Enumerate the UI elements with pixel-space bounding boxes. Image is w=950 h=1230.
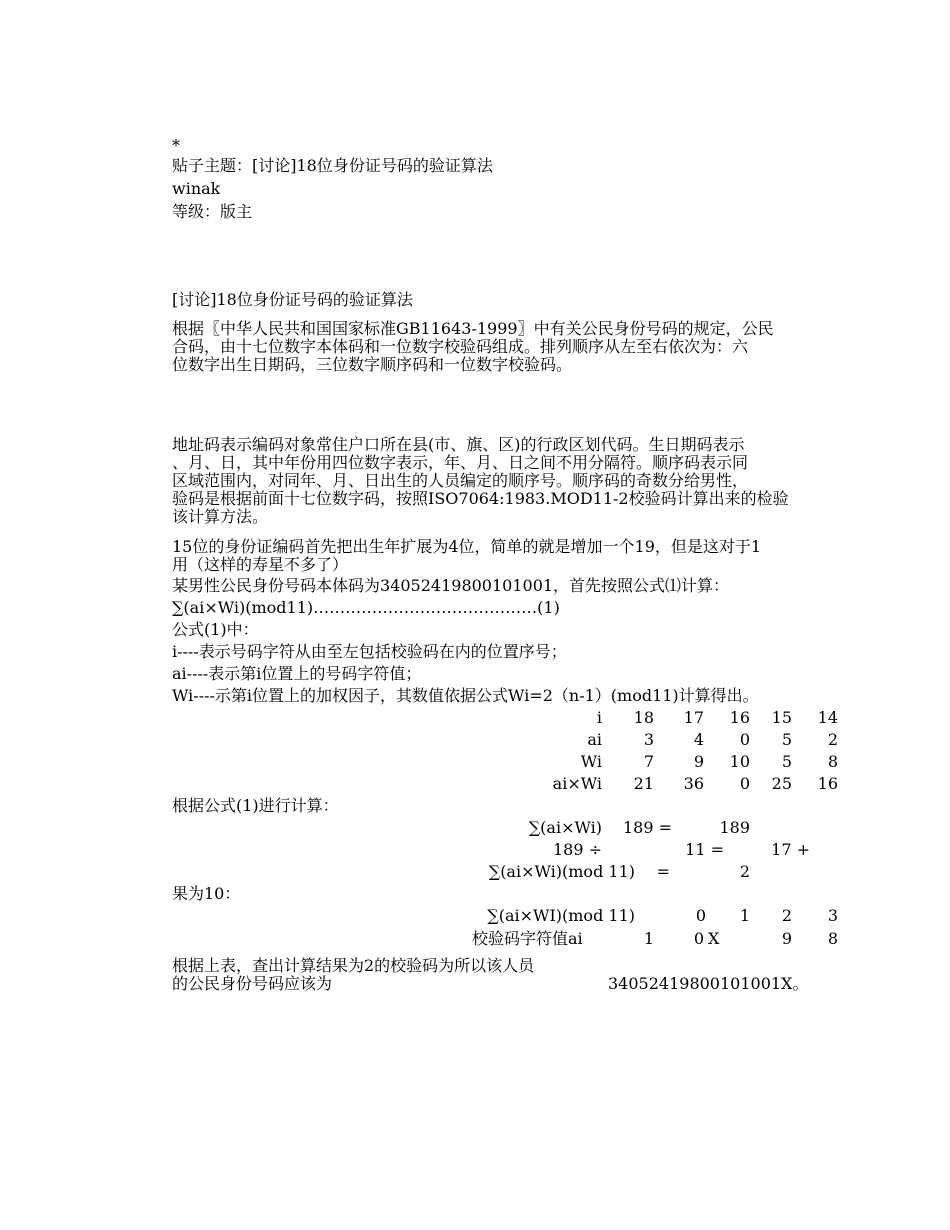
check-table-mod-cell: 2 [781, 906, 792, 925]
weight-table-cell: 21 [633, 774, 654, 793]
weight-table-cell: 5 [781, 730, 792, 749]
id-number: 34052419800101001X。 [608, 974, 809, 993]
weight-table-cell: 5 [781, 752, 792, 771]
detail-line: 验码是根据前面十七位数字码，按照ISO7064:1983.MOD11-2校验码计算出来的检验 [172, 489, 789, 508]
detail-paragraph [172, 436, 842, 526]
check-table-char-label: 校验码字符值ai [472, 929, 583, 948]
star-marker: * [172, 136, 180, 155]
weight-table-cell: 16 [817, 774, 838, 793]
conclusion-line: 根据上表，查出计算结果为2的校验码为所以该人员 [172, 956, 535, 975]
division-right: 17 + [771, 840, 810, 859]
weight-table-cell: 0 [739, 774, 750, 793]
check-table-char-cell: 0 [693, 929, 704, 948]
result-label: 果为10： [172, 884, 241, 903]
author-level: 等级：版主 [172, 202, 253, 221]
weight-table-cell: 36 [683, 774, 704, 793]
calculation-label: 根据公式(1)进行计算： [172, 796, 339, 815]
weight-table-cell: 3 [643, 730, 654, 749]
weight-table-row-label: i [596, 708, 602, 727]
fifteen-paragraph [172, 538, 842, 574]
article-title: [讨论]18位身份证号码的验证算法 [172, 290, 413, 309]
check-table-char-cell: X [708, 929, 720, 948]
intro-line: 位数字出生日期码，三位数字顺序码和一位数字校验码。 [172, 355, 573, 374]
weight-table-cell: 17 [683, 708, 704, 727]
weight-table-cell: 9 [693, 752, 704, 771]
mod-equals: = [656, 862, 670, 881]
weight-table-cell: 18 [633, 708, 654, 727]
weight-table-cell: 0 [739, 730, 750, 749]
weight-table-cell: 16 [729, 708, 750, 727]
fifteen-line: 15位的身份证编码首先把出生年扩展为4位，简单的就是增加一个19，但是这对于1 [172, 538, 762, 556]
formula-line: ∑(ai×Wi)(mod11)……………………………………(1) [172, 598, 560, 617]
formula-label: 公式(1)中： [172, 620, 259, 639]
detail-line: 区域范围内，对同年、月、日出生的人员编定的顺序号。顺序码的奇数分给男性， [172, 471, 749, 490]
weight-table-cell: 10 [729, 752, 750, 771]
division-middle: 11 = [685, 840, 724, 859]
intro-line: 根据〖中华人民共和国国家标准GB11643-1999〗中有关公民身份号码的规定，公民 [172, 320, 774, 338]
sum-value: 189 = [622, 818, 672, 837]
check-table-mod-cell: 3 [827, 906, 838, 925]
weight-table-cell: 15 [771, 708, 792, 727]
check-table-char-cell: 8 [827, 929, 838, 948]
weight-table-cell: 14 [817, 708, 838, 727]
post-title: 贴子主题：[讨论]18位身份证号码的验证算法 [172, 156, 493, 175]
weight-table-row-label: ai×Wi [552, 774, 602, 793]
definition-ai: ai----表示第i位置上的号码字符值； [172, 664, 422, 683]
weight-table-cell: 7 [643, 752, 654, 771]
detail-line: 、月、日，其中年份用四位数字表示，年、月、日之间不用分隔符。顺序码表示同 [172, 453, 749, 472]
weight-table-cell: 2 [827, 730, 838, 749]
weight-table-cell: 25 [771, 774, 792, 793]
definition-i: i----表示号码字符从由至左包括校验码在内的位置序号； [172, 642, 567, 661]
intro-paragraph [172, 320, 842, 374]
check-table-char-cell: 9 [781, 929, 792, 948]
weight-table-row-label: Wi [580, 752, 602, 771]
detail-line: 该计算方法。 [172, 507, 269, 526]
division-left: 189 ÷ [552, 840, 602, 859]
mod-label: ∑(ai×Wi)(mod 11) [488, 862, 635, 881]
weight-table-row-label: ai [587, 730, 602, 749]
intro-line: 合码，由十七位数字本体码和一位数字校验码组成。排列顺序从左至右依次为：六 [172, 337, 749, 356]
weight-table-cell: 8 [827, 752, 838, 771]
example-line: 某男性公民身份号码本体码为34052419800101001，首先按照公式⑴计算： [172, 576, 730, 595]
fifteen-line: 用（这样的寿星不多了） [172, 555, 349, 574]
sum-label: ∑(ai×Wi) [528, 818, 602, 837]
check-table-mod-cell: 0 [695, 906, 706, 925]
check-table-mod-cell: 1 [739, 906, 750, 925]
check-table-mod-label: ∑(ai×WI)(mod 11) [487, 906, 635, 925]
author-name: winak [172, 179, 221, 198]
mod-value: 2 [739, 862, 750, 881]
definition-wi: Wi----示第i位置上的加权因子，其数值依据公式Wi=2（n-1）(mod11)计算得出。 [172, 686, 759, 705]
sum-result: 189 [719, 818, 750, 837]
weight-table-cell: 4 [693, 730, 704, 749]
conclusion-line: 的公民身份号码应该为 [172, 974, 333, 993]
detail-line: 地址码表示编码对象常住户口所在县(市、旗、区)的行政区划代码。生日期码表示 [172, 436, 745, 454]
check-table-char-cell: 1 [643, 929, 654, 948]
